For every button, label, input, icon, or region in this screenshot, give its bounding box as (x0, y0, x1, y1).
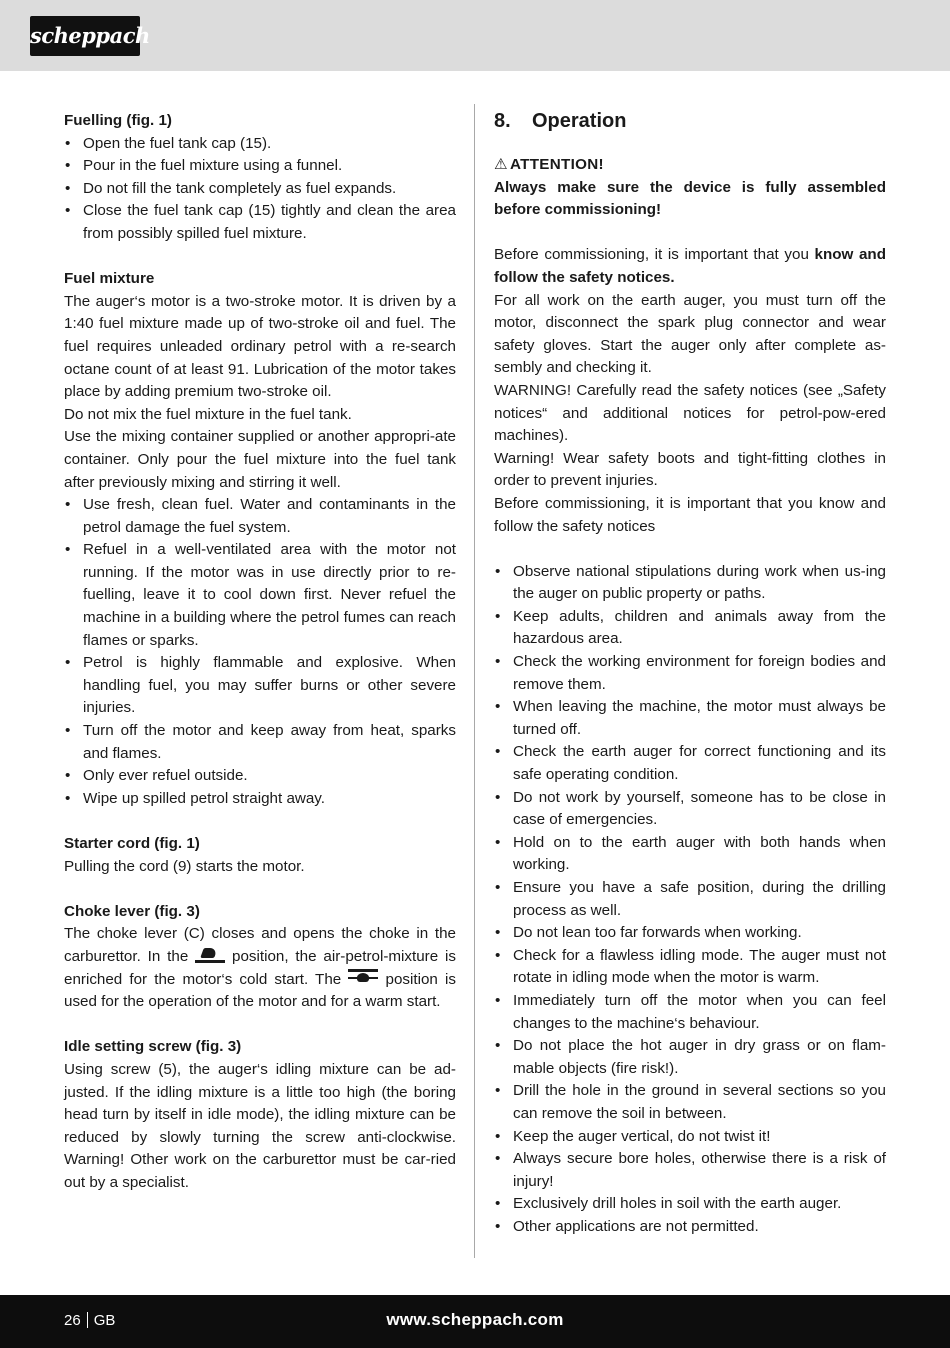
list-item: • Refuel in a well-ventilated area with the motor not running. If the motor was in use directly prior to re-fuelling, leave it to cool down first. Never refuel the machine in a building where the petrol fumes can reach flames or sparks. (64, 539, 456, 652)
attention-label: ⚠ ATTENTION! (494, 154, 886, 177)
list-item: • Do not place the hot auger in dry grass or on flam-mable objects (fire risk!). (494, 1035, 886, 1080)
list-item: • Observe national stipulations during work when us-ing the auger on public property or paths. (494, 561, 886, 606)
list-item: • Check the working environment for foreign bodies and remove them. (494, 651, 886, 696)
warning-note: Warning! Wear safety boots and tight-fitting clothes in order to prevent injuries. (494, 449, 886, 490)
list-item: • Petrol is highly flammable and explosive. When handling fuel, you may suffer burns or other severe injuries. (64, 652, 456, 720)
list-item: • Pour in the fuel mixture using a funnel. (64, 155, 456, 178)
list-item: • Always secure bore holes, otherwise there is a risk of injury! (494, 1148, 886, 1193)
page-number: 26 (64, 1312, 81, 1329)
choke-closed-icon (195, 946, 225, 964)
starter-cord-text: Pulling the cord (9) starts the motor. (64, 857, 305, 875)
language-code: GB (93, 1312, 116, 1329)
list-item: • Turn off the motor and keep away from heat, sparks and flames. (64, 720, 456, 765)
list-item: • Immediately turn off the motor when you can feel changes to the machine‘s behaviour. (494, 990, 886, 1035)
list-item: • Only ever refuel outside. (64, 765, 456, 788)
commissioning-note: Before commissioning, it is important that you know and follow the safety notices. (494, 246, 886, 286)
fuel-mixture-list (64, 494, 456, 810)
list-item: • Wipe up spilled petrol straight away. (64, 788, 456, 811)
section-title: 8. Operation (494, 110, 627, 132)
fuel-mixture-text: Use the mixing container supplied or another appropri-ate container. Only pour the fuel mixture into the fuel tank after previously mixing and stirring it well. (64, 428, 456, 491)
list-item: • Do not lean too far forwards when working. (494, 922, 886, 945)
list-item: • Check for a flawless idling mode. The auger must not rotate in idling mode when the motor is warm. (494, 945, 886, 990)
choke-open-icon (348, 969, 378, 987)
footer (0, 1295, 950, 1348)
list-item: • Use fresh, clean fuel. Water and contaminants in the petrol damage the fuel system. (64, 494, 456, 539)
choke-lever-heading: Choke lever (fig. 3) (64, 902, 200, 920)
fuelling-list (64, 133, 456, 246)
list-item: • Drill the hole in the ground in several sections so you can remove the soil in between. (494, 1080, 886, 1125)
list-item: • Ensure you have a safe position, during the drilling process as well. (494, 877, 886, 922)
idle-screw-text: Using screw (5), the auger‘s idling mixture can be ad-justed. If the idling mixture is a little too high (the boring head turn by itself in idle mode), the idling mixture can be reduced by slowly turning the screw anti-clockwise. Warning! Other work on the carburettor must be car-ried out by a specialist. (64, 1060, 456, 1191)
website-url: www.scheppach.com (386, 1310, 564, 1329)
work-note: For all work on the earth auger, you must turn off the motor, disconnect the spark plug connector and wear safety gloves. Start the auger only after complete as-sembly and checking it. (494, 291, 886, 377)
scheppach-logo: scheppach (30, 16, 140, 56)
list-item: • Open the fuel tank cap (15). (64, 133, 456, 156)
warning-icon: ⚠ (494, 156, 508, 173)
list-item: • When leaving the machine, the motor must always be turned off. (494, 696, 886, 741)
list-item: • Do not work by yourself, someone has to be close in case of emergencies. (494, 787, 886, 832)
list-item: • Keep the auger vertical, do not twist it! (494, 1126, 886, 1149)
list-item: • Close the fuel tank cap (15) tightly and clean the area from possibly spilled fuel mixture. (64, 200, 456, 245)
fuelling-heading: Fuelling (fig. 1) (64, 112, 172, 129)
list-item: • Check the earth auger for correct functioning and its safe operating condition. (494, 741, 886, 786)
list-item: • Exclusively drill holes in soil with the earth auger. (494, 1193, 886, 1216)
attention-text: Always make sure the device is fully assembled before commissioning! (494, 178, 886, 219)
fuel-mixture-text: The auger‘s motor is a two-stroke motor. It is driven by a 1:40 fuel mixture made up of two-stroke oil and fuel. The fuel requires unleaded ordinary petrol with a re-search octane count of at least 91. Lubrication of the motor takes place by adding premium two-stroke oil. (64, 292, 456, 401)
operation-list (494, 561, 886, 1239)
list-item: • Hold on to the earth auger with both hands when working. (494, 832, 886, 877)
commissioning-note: Before commissioning, it is important that you know and follow the safety notices (494, 494, 886, 535)
list-item: • Do not fill the tank completely as fuel expands. (64, 178, 456, 201)
warning-note: WARNING! Carefully read the safety notices (see „Safety notices“ and additional notices for petrol-pow-ered machines). (494, 381, 886, 445)
list-item: • Keep adults, children and animals away from the hazardous area. (494, 606, 886, 651)
list-item: • Other applications are not permitted. (494, 1216, 886, 1239)
idle-screw-heading: Idle setting screw (fig. 3) (64, 1038, 242, 1056)
fuel-mixture-text: Do not mix the fuel mixture in the fuel tank. (64, 405, 352, 423)
choke-lever-text: The choke lever (C) closes and opens the choke in the carburettor. In the position, the air-petrol-mixture is enriched for the motor‘s cold start. The position is used for the operation of the motor and for a warm start. (64, 925, 456, 1011)
right-column (494, 110, 886, 1239)
fuel-mixture-heading: Fuel mixture (64, 270, 155, 288)
column-divider (474, 104, 475, 1258)
starter-cord-heading: Starter cord (fig. 1) (64, 835, 200, 852)
left-column (64, 110, 456, 1195)
